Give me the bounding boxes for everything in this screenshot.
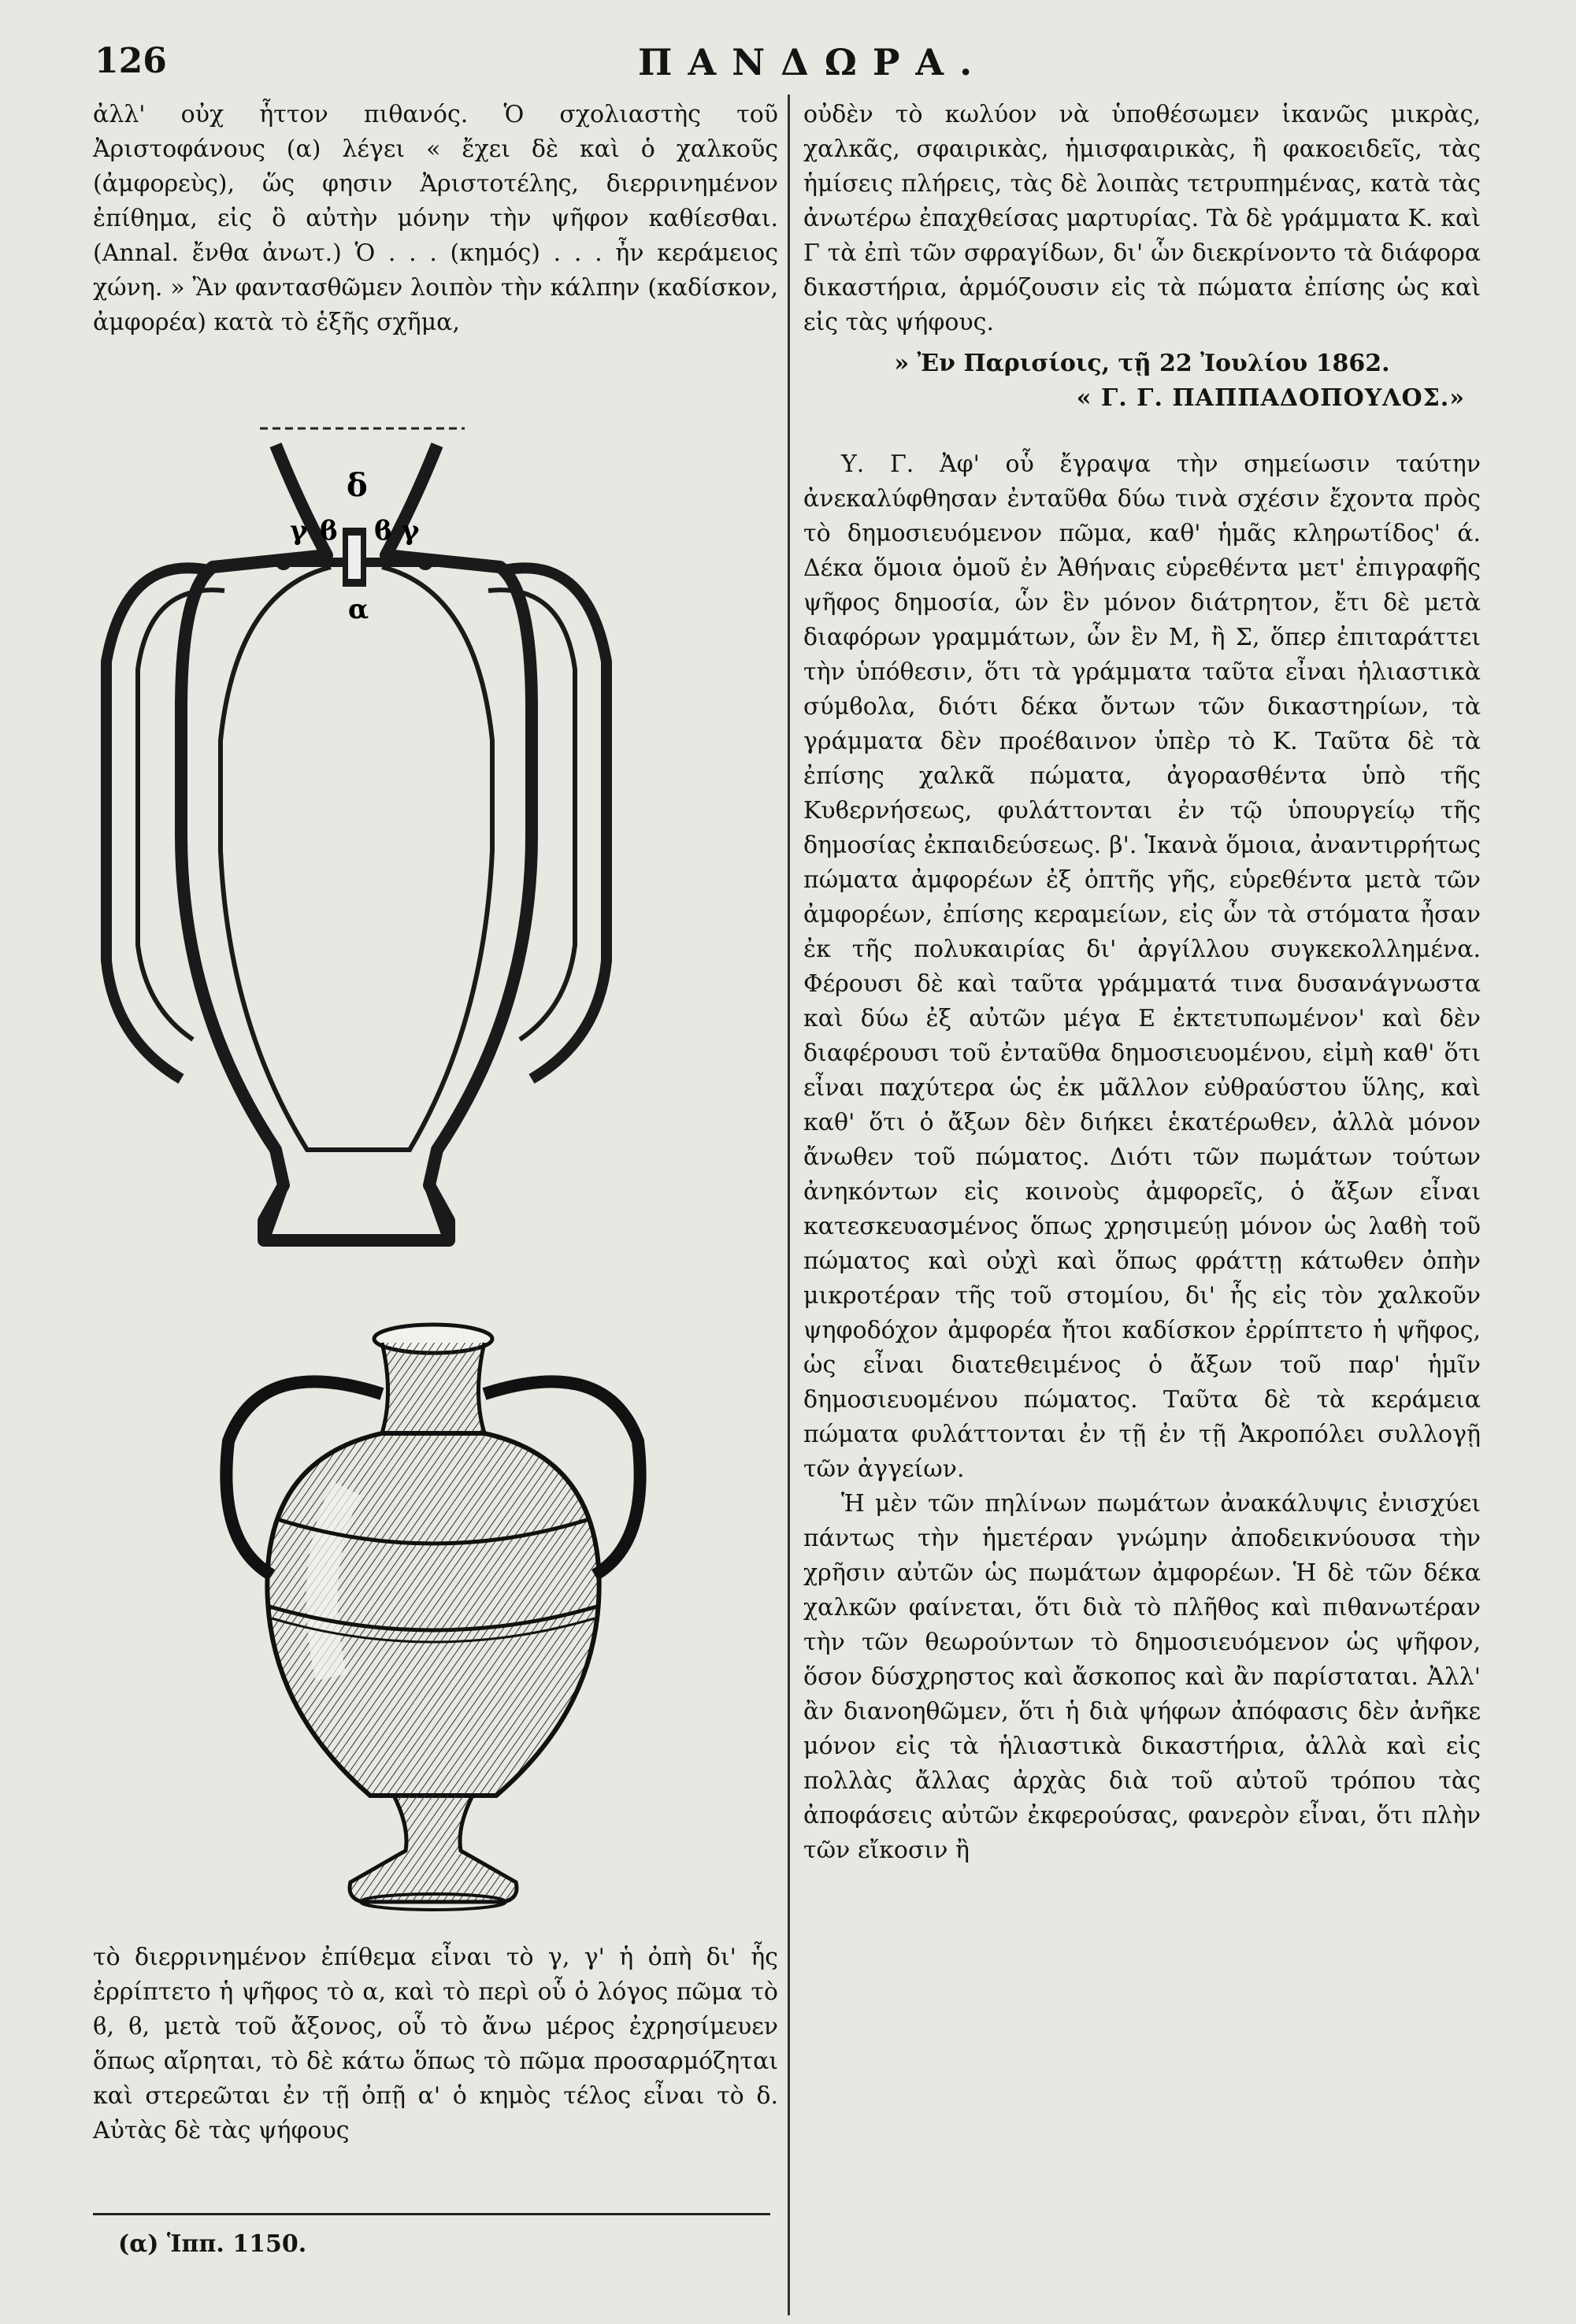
amphora-svg: [213, 1307, 654, 1922]
postscript-paragraph: Υ. Γ. Ἀφ' οὗ ἔγραψα τὴν σημείωσιν ταύτην ἀνεκαλύφθησαν ἐνταῦθα δύω τινὰ σχέσιν ἔχοντα πρὸς τὸ δημοσιευόμενον πῶμα, καθ' ἡμᾶς κληρωτίδος' ά. Δέκα ὅμοια ὁμοῦ ἐν Ἀθήναις εὑρεθέντα μετ' ἐπιγραφῆς ψῆφος δημοσία, ὧν ἓν μόνον διάτρητον, ἔτι δὲ μετὰ διαφόρων γραμμάτων, ὧν ἓν Μ, ἢ Σ, ὅπερ ἐπιταράττει τὴν ὑπόθεσιν, ὅτι τὰ γράμματα ταῦτα εἶναι ἡλιαστικὰ σύμϐολα, διότι δέκα ὄντων τῶν δικαστηρίων, τὰ γράμματα δὲν προέϐαινον ὑπὲρ τὸ Κ. Ταῦτα δὲ τὰ ἐπίσης χαλκᾶ πώματα, ἀγορασθέντα ὑπὸ τῆς Κυϐερνήσεως, φυλάττονται ἐν τῷ ὑπουργείῳ τῆς δημοσίας ἐκπαιδεύσεως. β'. Ἱκανὰ ὅμοια, ἀναντιρρήτως πώματα ἀμφορέων ἐξ ὀπτῆς γῆς, εὑρεθέντα μετὰ τῶν ἀμφορέων, ἐπίσης κεραμείων, εἰς ὧν τὰ στόματα ἦσαν ἐκ τῆς πολυκαιρίας δι' ἀργίλλου συγκεκολλημένα. Φέρουσι δὲ καὶ ταῦτα γράμματά τινα δυσανάγνωστα καὶ δύω ἐξ αὐτῶν μέγα Ε ἐκτετυπωμένον' καὶ δὲν διαφέρουσι τοῦ ἐνταῦθα δημοσιευομένου, εἰμὴ καθ' ὅτι εἶναι παχύτερα ὡς ἐκ μᾶλλον εὐθραύστου ὕλης, καὶ καθ' ὅτι ὁ ἄξων δὲν διήκει ἑκατέρωθεν, ἀλλὰ μόνον ἄνωθεν τοῦ πώματος. Διότι τῶν πωμάτων τούτων ἀνηκόντων εἰς κοινοὺς ἀμφορεῖς, ὁ ἄξων εἶναι κατεσκευασμένος ὅπως χρησιμεύῃ μόνον ὡς λαϐὴ τοῦ πώματος καὶ οὐχὶ καὶ ὅπως φράττῃ κάτωθεν ὀπὴν μικροτέραν τῆς τοῦ στομίου, δι' ἧς εἰς τὸν χαλκοῦν ψηφοδόχον ἀμφορέα ἤτοι καδίσκον ἐρρίπτετο ἡ ψῆφος, ὡς εἶναι διατεθειμένος ὁ ἄξων τοῦ παρ' ἡμῖν δημοσιευομένου πώματος. Ταῦτα δὲ τὰ κεράμεια πώματα φυλάττονται ἐν τῇ ἐν τῇ Ἀκροπόλει συλλογῇ τῶν ἀγγείων.: [803, 450, 1481, 1483]
vessel-cross-section-diagram: [95, 410, 614, 1268]
label-alpha: α: [348, 594, 369, 625]
footnote: (α) Ἱππ. 1150.: [118, 2230, 307, 2258]
left-bottom-paragraph: τὸ διερρινημένον ἐπίθεμα εἶναι τὸ γ, γ' ἡ ὀπὴ δι' ἧς ἐρρίπτετο ἡ ψῆφος τὸ α, καὶ τὸ περὶ οὗ ὁ λόγος πῶμα τὸ ϐ, ϐ, μετὰ τοῦ ἄξονος, οὗ τὸ ἄνω μέρος ἐχρησίμευεν ὅπως αἴρηται, τὸ δὲ κάτω ὅπως τὸ πῶμα προσαρμόζηται καὶ στερεῶται ἐν τῇ ὀπῇ α' ὁ κημὸς τέλος εἶναι τὸ δ. Αὐτὰς δὲ τὰς ψήφους: [93, 1944, 778, 2144]
right-column: [803, 98, 1481, 1868]
label-gamma-right: γ: [402, 515, 420, 547]
signature: « Γ. Γ. ΠΑΠΠΑΔΟΠΟΥΛΟΣ.»: [1076, 384, 1465, 412]
page-header: [95, 41, 1465, 88]
running-title: ΠΑΝΔΩΡΑ.: [638, 41, 988, 83]
left-top-paragraph: ἀλλ' οὐχ ἧττον πιθανός. Ὁ σχολιαστὴς τοῦ Ἀριστοφάνους (α) λέγει « ἔχει δὲ καὶ ὁ χαλκοῦς (ἀμφορεὺς), ὥς φησιν Ἀριστοτέλης, διερρινημένον ἐπίθημα, εἰς ὃ αὐτὴν μόνην τὴν ψῆφον καθίεσθαι. (Annal. ἔνθα ἀνωτ.) Ὁ . . . (κημός) . . . ἦν κεράμειος χώνη. » Ἂν φαντασθῶμεν λοιπὸν τὴν κάλπην (καδίσκον, ἀμφορέα) κατὰ τὸ ἑξῆς σχῆμα,: [93, 101, 778, 336]
label-beta-right: ϐ: [374, 515, 392, 547]
label-beta-left: ϐ: [320, 515, 338, 547]
left-column-top: [93, 98, 778, 340]
footnote-rule: [93, 2213, 770, 2215]
page-number: 126: [95, 41, 167, 81]
conclusion-paragraph: Ἡ μὲν τῶν πηλίνων πωμάτων ἀνακάλυψις ἐνισχύει πάντως τὴν ἡμετέραν γνώμην ἀποδεικνύουσα τὴν χρῆσιν αὐτῶν ὡς πωμάτων ἀμφορέων. Ἡ δὲ τῶν δέκα χαλκῶν φαίνεται, ὅτι διὰ τὸ πλῆθος καὶ πιθανωτέραν τὴν τῶν θεωρούντων τὸ δημοσιευόμενον ὡς ψῆφον, ὅσον δύσχρηστος καὶ ἄσκοπος καὶ ἂν παρίσταται. Ἀλλ' ἂν διανοηθῶμεν, ὅτι ἡ διὰ ψήφων ἀπόφασις δὲν ἀνῆκε μόνον εἰς τὰ ἡλιαστικὰ δικαστήρια, ἀλλὰ καὶ εἰς πολλὰς ἄλλας ἀρχὰς διὰ τοῦ αὐτοῦ τρόπου τὰς ἀποφάσεις αὐτῶν ἐκφερούσας, φανερὸν εἶναι, ὅτι πλὴν τῶν εἴκοσιν ἢ: [803, 1490, 1481, 1864]
amphora-illustration: [213, 1307, 654, 1922]
right-top-paragraph: οὐδὲν τὸ κωλύον νὰ ὑποθέσωμεν ἱκανῶς μικρὰς, χαλκᾶς, σφαιρικὰς, ἡμισφαιρικὰς, ἢ φακοειδεῖς, τὰς ἡμίσεις πλήρεις, τὰς δὲ λοιπὰς τετρυπημένας, κατὰ τὰς ἀνωτέρω ἐπαχθείσας μαρτυρίας. Τὰ δὲ γράμματα Κ. καὶ Γ τὰ ἐπὶ τῶν σφραγίδων, δι' ὧν διεκρίνοντο τὰ διάφορα δικαστήρια, ἁρμόζουσιν εἰς τὰ πώματα ἐπίσης ὡς καὶ εἰς τὰς ψήφους.: [803, 101, 1481, 336]
cross-section-svg: [95, 410, 614, 1268]
dateline: » Ἐν Παρισίοις, τῇ 22 Ἰουλίου 1862.: [894, 350, 1390, 377]
label-delta: δ: [347, 467, 368, 504]
column-divider: [788, 95, 790, 2315]
left-column-bottom: [93, 1940, 778, 2148]
label-gamma-left: γ: [290, 515, 308, 547]
